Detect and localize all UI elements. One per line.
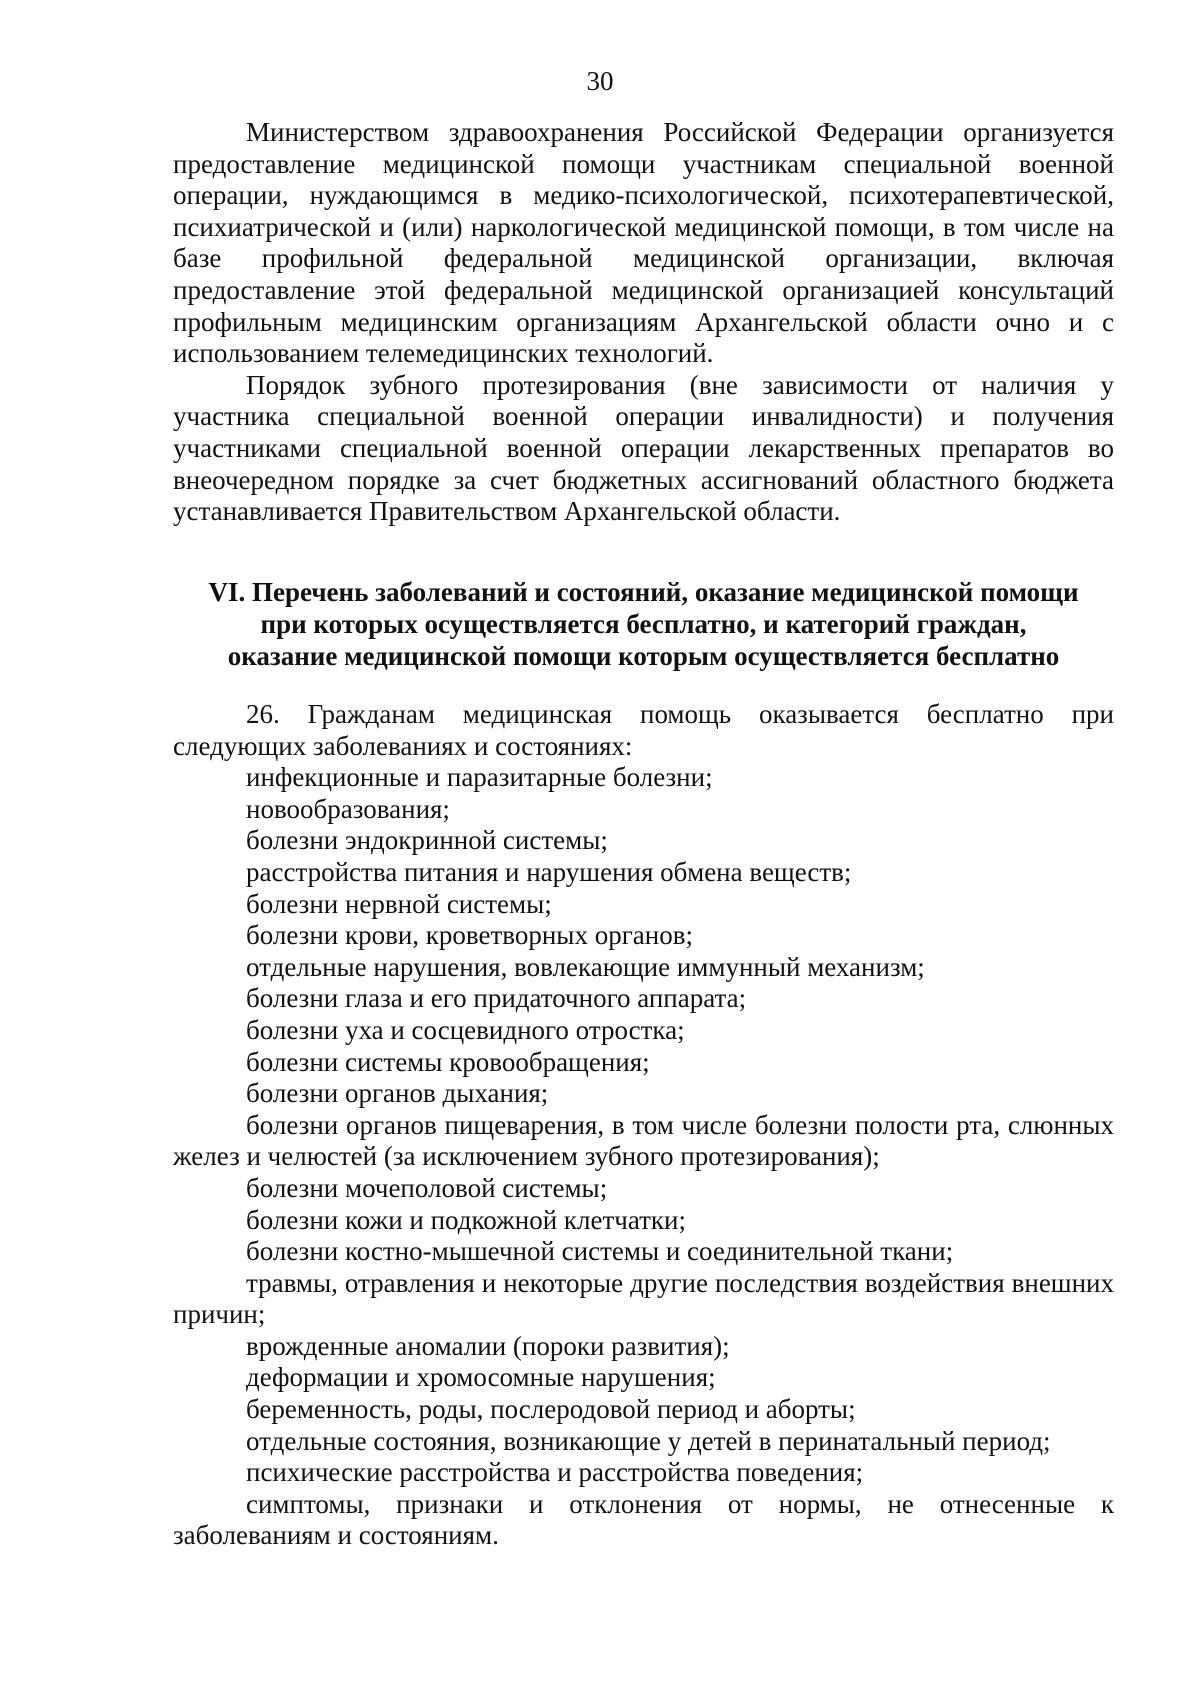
list-item: болезни системы кровообращения; <box>246 1046 650 1077</box>
list-item: болезни костно-мышечной системы и соединительной ткани; <box>246 1236 954 1267</box>
clause-26-intro: 26. Гражданам медицинская помощь оказывается бесплатно при следующих заболеваниях и состояниях: <box>173 699 1114 761</box>
list-item: болезни мочеполовой системы; <box>246 1172 608 1203</box>
list-item: психические расстройства и расстройства поведения; <box>246 1457 864 1488</box>
list-item: врожденные аномалии (пороки развития); <box>246 1330 730 1361</box>
list-item: расстройства питания и нарушения обмена веществ; <box>246 856 852 887</box>
list-item: болезни крови, кроветворных органов; <box>246 920 693 951</box>
list-item: болезни эндокринной системы; <box>246 825 608 856</box>
list-item: беременность, роды, послеродовой период и аборты; <box>246 1394 856 1425</box>
list-item: отдельные нарушения, вовлекающие иммунный механизм; <box>246 951 925 982</box>
clause-26-section <box>173 699 1114 1552</box>
section-heading <box>173 576 1114 672</box>
list-item: болезни уха и сосцевидного отростка; <box>246 1014 685 1045</box>
page-number: 30 <box>586 66 614 96</box>
paragraph-dental-prosthetics: Порядок зубного протезирования (вне зависимости от наличия у участника специальной военной операции инвалидности) и получения участниками специальной военной операции лекарственных препаратов во внеочередном порядке за счет бюджетных ассигнований областного бюджета устанавливается Правительством Архангельской области. <box>173 369 1114 527</box>
section-heading-line: оказание медицинской помощи которым осуществляется бесплатно <box>227 641 1060 671</box>
list-item: болезни органов дыхания; <box>246 1078 549 1109</box>
list-item: деформации и хромосомные нарушения; <box>246 1362 716 1393</box>
list-item: болезни органов пищеварения, в том числе болезни полости рта, слюнных желез и челюстей (за исключением зубного протезирования); <box>173 1109 1114 1172</box>
section-heading-line: VI. Перечень заболеваний и состояний, оказание медицинской помощи <box>208 577 1079 607</box>
list-item: новообразования; <box>246 793 450 824</box>
section-heading-line: при которых осуществляется бесплатно, и категорий граждан, <box>260 609 1027 639</box>
list-item: болезни кожи и подкожной клетчатки; <box>246 1204 687 1235</box>
list-item: инфекционные и паразитарные болезни; <box>246 762 713 793</box>
paragraph-telemedicine: Министерством здравоохранения Российской Федерации организуется предоставление медицинской помощи участникам специальной военной операции, нуждающимся в медико-психологической, психотерапевтической, психиатрической и (или) наркологической медицинской помощи, в том числе на базе профильной федеральной медицинской организации, включая предоставление этой федеральной медицинской организацией консультаций профильным медицинским организациям Архангельской области очно и с использованием телемедицинских технологий. <box>173 117 1114 369</box>
intro-section <box>173 117 1114 528</box>
list-item: болезни нервной системы; <box>246 888 552 919</box>
list-item: травмы, отравления и некоторые другие последствия воздействия внешних причин; <box>173 1267 1114 1330</box>
list-item: симптомы, признаки и отклонения от нормы, не отнесенные к заболеваниям и состояниям. <box>173 1488 1114 1551</box>
list-item: отдельные состояния, возникающие у детей в перинатальный период; <box>246 1425 1051 1456</box>
list-item: болезни глаза и его придаточного аппарата; <box>246 983 747 1014</box>
